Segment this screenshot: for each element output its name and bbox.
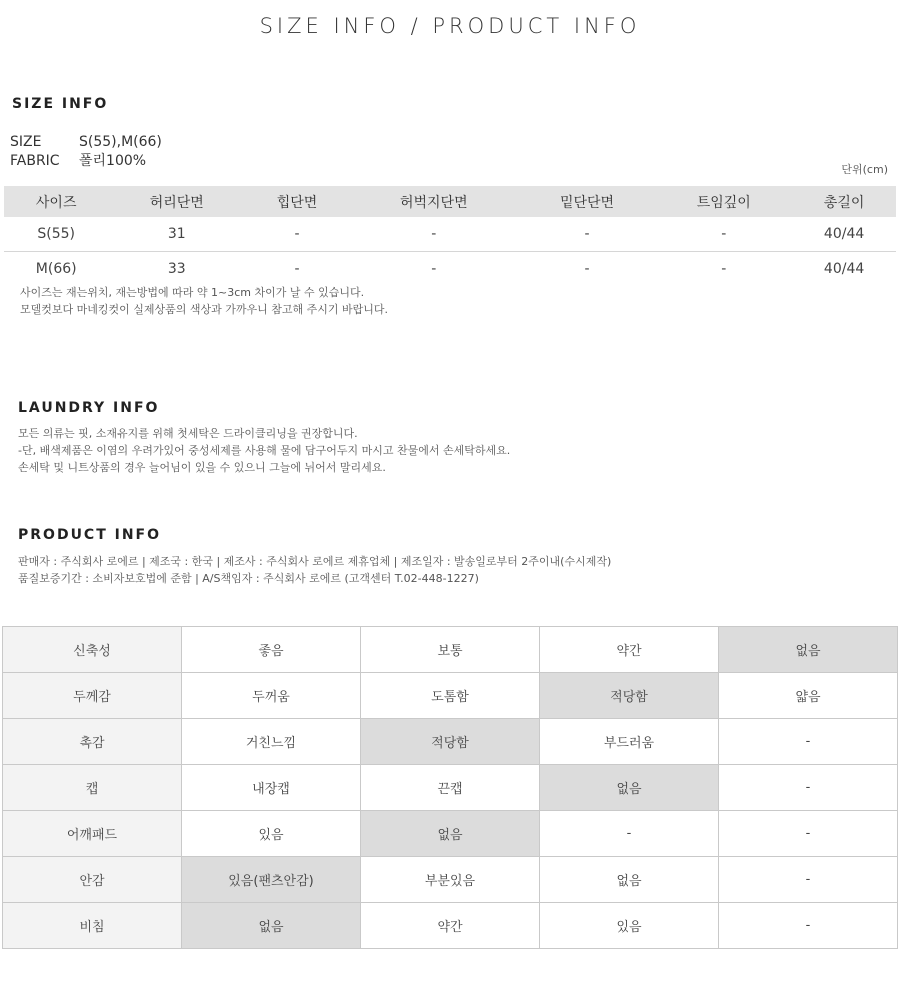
fabric-option: 보통 [361,627,540,673]
product-info-title: PRODUCT INFO [18,527,162,543]
fabric-property-label: 신축성 [3,627,182,673]
fabric-option: - [719,857,898,903]
unit-label: 단위(cm) [841,163,888,176]
table-cell: - [245,217,349,252]
fabric-option: 거친느낌 [182,719,361,765]
header-cell: 힙단면 [245,186,349,217]
fabric-property-label: 촉감 [3,719,182,765]
fabric-row [3,903,898,949]
fabric-value: 폴리100% [79,153,147,169]
table-cell: - [655,217,792,252]
fabric-option: 있음 [182,811,361,857]
header-cell: 허리단면 [108,186,245,217]
fabric-row [3,719,898,765]
fabric-row [3,811,898,857]
table-cell: - [584,261,590,277]
size-spec [10,134,162,150]
fabric-property-label: 비침 [3,903,182,949]
table-cell: - [519,217,656,252]
fabric-row [3,673,898,719]
fabric-label: FABRIC [10,153,60,169]
laundry-line: -단, 배색제품은 이염의 우려가있어 중성세제를 사용해 물에 담구어두지 마시고 찬물에서 손세탁하세요. [18,444,511,457]
size-note-line: 사이즈는 재는위치, 재는방법에 따라 약 1~3cm 차이가 날 수 있습니다. [20,286,365,299]
fabric-option: 약간 [361,903,540,949]
table-cell: - [294,261,300,277]
fabric-option-selected: 없음 [361,811,540,857]
fabric-option: - [719,903,898,949]
size-value: S(55),M(66) [79,134,162,150]
table-cell: - [721,261,727,277]
table-cell: - [349,217,519,252]
product-line: 품질보증기간 : 소비자보호법에 준함 | A/S책임자 : 주식회사 로에르 (고객센터 T.02-448-1227) [18,572,479,585]
fabric-spec [10,150,146,170]
fabric-option-selected: 없음 [540,765,719,811]
table-cell: 33 [167,261,186,277]
fabric-property-label: 안감 [3,857,182,903]
fabric-option: - [540,811,719,857]
size-notes [20,284,388,318]
header-cell: 사이즈 [4,186,108,217]
fabric-option-selected: 있음(팬츠안감) [182,857,361,903]
fabric-option: 내장캡 [182,765,361,811]
header-cell: 허벅지단면 [349,186,519,217]
fabric-option: - [719,719,898,765]
table-cell: 40/44 [792,217,896,252]
size-table [4,186,896,286]
fabric-option: 도톰함 [361,673,540,719]
fabric-option-selected: 없음 [719,627,898,673]
product-notes [18,553,611,587]
table-cell: M(66) [35,261,77,277]
fabric-row [3,627,898,673]
table-cell: - [431,261,437,277]
size-info-title: SIZE INFO [12,96,109,112]
fabric-property-label: 캡 [3,765,182,811]
fabric-option: 약간 [540,627,719,673]
laundry-line: 손세탁 및 니트상품의 경우 늘어님이 있을 수 있으니 그늘에 뉘어서 말리세요. [18,461,386,474]
size-label: SIZE [10,134,42,150]
fabric-option: 있음 [540,903,719,949]
fabric-option: - [719,765,898,811]
fabric-row [3,857,898,903]
fabric-property-label: 어깨패드 [3,811,182,857]
laundry-line: 모든 의류는 핏, 소재유지를 위해 첫세탁은 드라이클리닝을 권장합니다. [18,427,358,440]
product-line: 판매자 : 주식회사 로에르 | 제조국 : 한국 | 제조사 : 주식회사 로에르 제휴업체 | 제조일자 : 발송일로부터 2주이내(수시제작) [18,555,612,568]
table-row [4,217,896,252]
fabric-row [3,765,898,811]
header-cell: 총길이 [792,186,896,217]
size-table-header [4,186,896,217]
page-title: SIZE INFO / PRODUCT INFO [259,14,641,38]
size-note-line: 모델컷보다 마네킹컷이 실제상품의 색상과 가까우니 참고해 주시기 바랍니다. [20,303,389,316]
header-cell: 밑단단면 [519,186,656,217]
laundry-notes [18,425,510,476]
fabric-option-selected: 없음 [182,903,361,949]
table-cell: 31 [108,217,245,252]
fabric-option: 부드러움 [540,719,719,765]
table-cell: S(55) [4,217,108,252]
fabric-option: 끈캡 [361,765,540,811]
fabric-property-table [2,626,898,949]
laundry-info-title: LAUNDRY INFO [18,400,160,416]
table-row [4,252,896,287]
fabric-option: 두꺼움 [182,673,361,719]
fabric-option: 얇음 [719,673,898,719]
fabric-option-selected: 적당함 [540,673,719,719]
fabric-option: 없음 [540,857,719,903]
fabric-property-label: 두께감 [3,673,182,719]
table-cell: 40/44 [823,261,865,277]
header-cell: 트임깊이 [655,186,792,217]
fabric-option-selected: 적당함 [361,719,540,765]
fabric-option: - [719,811,898,857]
fabric-option: 부분있음 [361,857,540,903]
fabric-option: 좋음 [182,627,361,673]
